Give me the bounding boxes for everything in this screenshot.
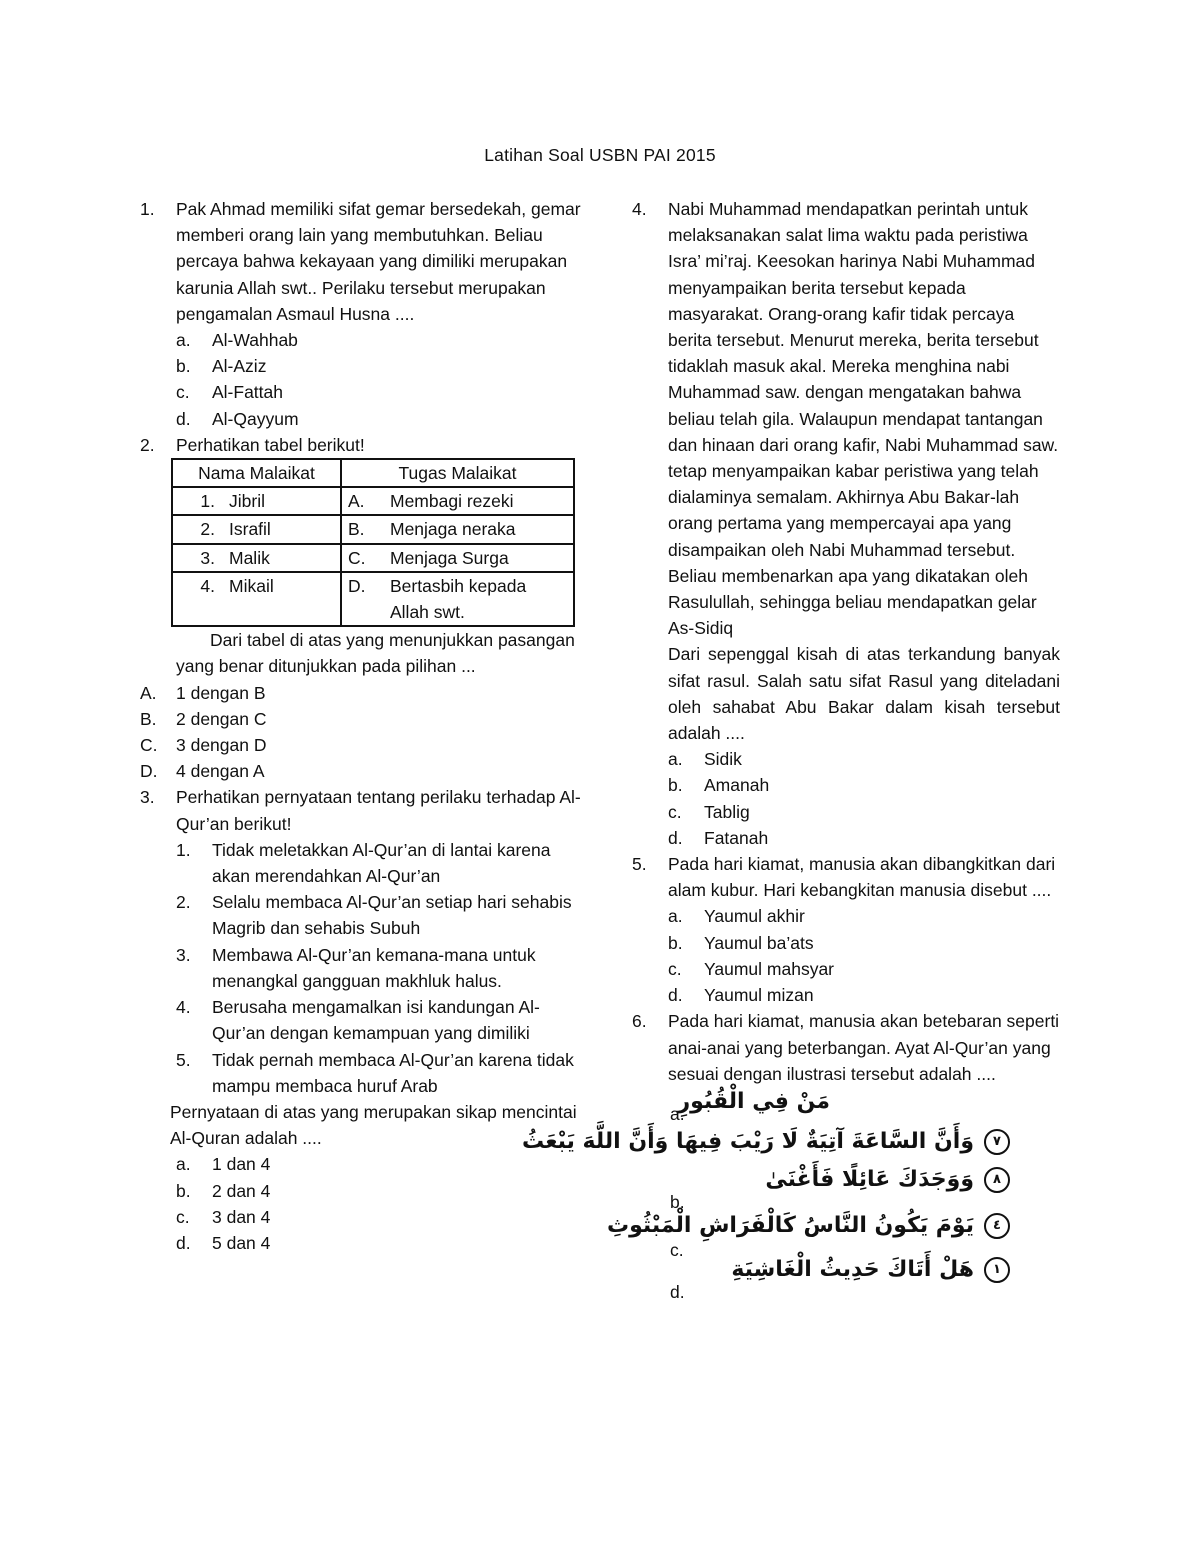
row-number: 2. [200, 519, 215, 540]
arabic-verse-text: وَأَنَّ السَّاعَةَ آتِيَةٌ لَا رَيْبَ فِيهَا وَأَنَّ اللَّهَ يَبْعَثُ [521, 1128, 974, 1154]
question-3 [140, 784, 585, 1256]
question-5 [632, 851, 1060, 1008]
row-letter: C. [348, 547, 366, 568]
answer-option[interactable] [176, 1204, 585, 1230]
arabic-answer-options [521, 1087, 1060, 1307]
statement-number: 5. [176, 1049, 191, 1070]
option-text: 4 dengan A [176, 761, 265, 782]
question-stem: Perhatikan tabel berikut! [176, 434, 365, 455]
question-stem: Pada hari kiamat, manusia akan dibangkitkan dari alam kubur. Hari kebangkitan manusia disebut .... [668, 854, 1056, 901]
malaikat-table [171, 458, 575, 627]
question-number: 5. [632, 854, 647, 875]
arabic-verse-text: يَوْمَ يَكُونُ النَّاسُ كَالْفَرَاشِ الْمَبْثُوثِ [607, 1212, 974, 1238]
option-letter: a. [176, 1154, 191, 1175]
table-cell [172, 544, 341, 572]
statement-text: Membawa Al-Qur’an kemana-mana untuk menangkal gangguan makhluk halus. [212, 944, 536, 991]
statement-number: 3. [176, 944, 191, 965]
question-number: 1. [140, 199, 155, 219]
statement-number: 2. [176, 892, 191, 913]
option-letter[interactable]: c. [670, 1239, 684, 1260]
option-letter[interactable]: d. [670, 1281, 685, 1302]
question-4 [632, 196, 1060, 851]
arabic-verse-fragment: مَنْ فِي الْقُبُورِ [677, 1088, 830, 1114]
answer-options [668, 746, 1060, 851]
statement-number: 4. [176, 997, 191, 1018]
answer-option[interactable] [668, 903, 1060, 929]
row-letter: A. [348, 491, 365, 512]
row-number: 1. [200, 491, 215, 512]
statement-item [176, 837, 585, 889]
question-6 [521, 1008, 1060, 1307]
statement-text: Berusaha mengamalkan isi kandungan Al-Qur’an dengan kemampuan yang dimiliki [212, 997, 540, 1044]
answer-option[interactable] [176, 1178, 585, 1204]
table-row [172, 572, 574, 626]
arabic-verse-option-b[interactable] [765, 1165, 1010, 1195]
table-cell [341, 515, 574, 543]
question-followup: Dari tabel di atas yang menunjukkan pasangan yang benar ditunjukkan pada pilihan ... [176, 630, 575, 677]
question-followup: Dari sepenggal kisah di atas terkandung banyak sifat rasul. Salah satu sifat Rasul yang diteladani oleh sahabat Abu Bakar dalam kisah tersebut adalah .... [668, 644, 1060, 744]
table-cell [341, 487, 574, 515]
option-text: 3 dan 4 [212, 1206, 271, 1227]
answer-option[interactable] [176, 327, 585, 353]
statement-number: 1. [176, 839, 191, 860]
option-letter: a. [176, 330, 191, 351]
question-followup: Pernyataan di atas yang merupakan sikap mencintai Al-Quran adalah .... [170, 1101, 577, 1149]
verse-number-icon: ٧ [984, 1129, 1010, 1155]
option-text: 1 dan 4 [212, 1154, 271, 1175]
statement-item [176, 942, 585, 994]
malaikat-task: Membagi rezeki [390, 491, 514, 512]
option-letter: c. [176, 1206, 190, 1227]
malaikat-name: Israfil [229, 519, 271, 540]
question-number: 2. [140, 434, 155, 455]
right-column [521, 196, 1060, 1307]
question-stem: Nabi Muhammad mendapatkan perintah untuk melaksanakan salat lima waktu pada peristiwa Isra’ mi’raj. Keesokan harinya Nabi Muhammad menyampaikan berita tersebut kepada masyarakat. Orang-orang kafir tidak percaya berita tersebut. Menurut mereka, berita tersebut tidaklah masuk akal. Mereka menghina nabi Muhammad saw. dengan mengatakan bahwa beliau telah gila. Walaupun mendapat tantangan dan hinaan dari orang kafir, Nabi Muhammad saw. tetap menyampaikan kabar peristiwa yang telah dialaminya semalam. Akhirnya Abu Bakar-lah orang pertama yang mempercayai apa yang disampaikan oleh Nabi Muhammad tersebut. Beliau membenarkan apa yang dikatakan oleh Rasulullah, sehingga beliau mendapatkan gelar As-Sidiq [668, 199, 1059, 639]
question-stem: Pak Ahmad memiliki sifat gemar bersedekah, gemar memberi orang lain yang membutuhkan. Beliau percaya bahwa kekayaan yang dimiliki merupakan karunia Allah swt.. Perilaku tersebut merupakan pengamalan Asmaul Husna .... [176, 199, 581, 324]
question-stem: Perhatikan pernyataan tentang perilaku terhadap Al-Qur’an berikut! [176, 787, 581, 834]
answer-options [176, 1151, 585, 1256]
answer-option[interactable] [176, 353, 585, 379]
option-letter: b. [176, 356, 191, 377]
option-letter[interactable]: a. [670, 1103, 685, 1124]
statement-text: Tidak pernah membaca Al-Qur’an karena tidak mampu membaca huruf Arab [212, 1049, 574, 1096]
option-text: 5 dan 4 [212, 1232, 271, 1253]
option-letter: d. [176, 408, 191, 429]
option-letter: c. [668, 801, 682, 822]
option-letter: d. [176, 1232, 191, 1253]
table-cell [172, 515, 341, 543]
answer-option[interactable] [668, 746, 1060, 772]
option-letter: a. [668, 906, 683, 927]
answer-option[interactable] [668, 982, 1060, 1008]
verse-number-icon: ٤ [984, 1213, 1010, 1239]
row-letter: D. [348, 575, 366, 596]
arabic-verse-text: وَوَجَدَكَ عَائِلًا فَأَغْنَىٰ [765, 1166, 974, 1192]
arabic-verse-option-a[interactable] [522, 1127, 1010, 1157]
answer-option[interactable] [668, 930, 1060, 956]
question-1 [140, 196, 585, 432]
option-text: Al-Aziz [212, 356, 267, 377]
option-text: Yaumul akhir [704, 906, 805, 927]
arabic-verse-option-c[interactable] [607, 1211, 1010, 1241]
option-letter: b. [176, 1180, 191, 1201]
option-letter: c. [176, 382, 190, 403]
arabic-verse-text: هَلْ أَتَاكَ حَدِيثُ الْغَاشِيَةِ [731, 1256, 974, 1282]
answer-option[interactable] [140, 758, 585, 784]
table-cell [172, 572, 341, 626]
answer-option[interactable] [176, 1230, 585, 1256]
option-text: Al-Wahhab [212, 330, 298, 351]
answer-option[interactable] [140, 706, 585, 732]
table-row [172, 515, 574, 543]
option-text: Al-Qayyum [212, 408, 299, 429]
answer-option[interactable] [140, 732, 585, 758]
option-text: Amanah [704, 775, 770, 796]
table-cell [172, 487, 341, 515]
malaikat-task: Menjaga Surga [390, 547, 509, 568]
table-row [172, 487, 574, 515]
option-text: 1 dengan B [176, 682, 266, 703]
table-header-row [172, 459, 574, 487]
statement-item [176, 994, 585, 1046]
answer-options [668, 903, 1060, 1008]
option-letter: A. [140, 682, 157, 703]
option-letter: a. [668, 749, 683, 770]
option-letter[interactable]: b. [670, 1191, 685, 1212]
malaikat-task: Bertasbih kepada Allah swt. [390, 575, 527, 623]
answer-option[interactable] [140, 680, 585, 706]
option-text: Tablig [704, 801, 750, 822]
table-cell [341, 544, 574, 572]
answer-options [140, 680, 585, 785]
statement-text: Tidak meletakkan Al-Qur’an di lantai karena akan merendahkan Al-Qur’an [212, 839, 551, 887]
statement-list [176, 837, 585, 1099]
malaikat-task: Menjaga neraka [390, 519, 516, 540]
option-letter: D. [140, 761, 158, 782]
statement-item [176, 1047, 585, 1099]
option-text: 2 dengan C [176, 708, 267, 729]
option-text: Yaumul ba’ats [704, 932, 814, 953]
option-letter: b. [668, 932, 683, 953]
answer-option[interactable] [668, 825, 1060, 851]
option-letter: B. [140, 708, 157, 729]
answer-option[interactable] [668, 956, 1060, 982]
option-text: Yaumul mizan [704, 985, 814, 1006]
left-column [140, 196, 585, 1256]
option-letter: C. [140, 735, 158, 756]
row-number: 3. [200, 547, 215, 568]
malaikat-name: Mikail [229, 575, 274, 596]
answer-option[interactable] [176, 379, 585, 405]
option-letter: c. [668, 958, 682, 979]
question-number: 6. [632, 1011, 647, 1032]
option-text: Fatanah [704, 827, 769, 848]
option-text: 3 dengan D [176, 735, 267, 756]
statement-text: Selalu membaca Al-Qur’an setiap hari sehabis Magrib dan sehabis Subuh [212, 892, 572, 939]
arabic-verse-option-d[interactable] [731, 1255, 1010, 1285]
option-text: Sidik [704, 749, 742, 770]
option-letter: d. [668, 827, 683, 848]
row-number: 4. [200, 575, 215, 596]
statement-item [176, 889, 585, 941]
document-title: Latihan Soal USBN PAI 2015 [484, 145, 716, 165]
table-row [172, 544, 574, 572]
answer-option[interactable] [176, 406, 585, 432]
malaikat-name: Jibril [229, 491, 265, 512]
question-2 [140, 432, 585, 785]
option-text: 2 dan 4 [212, 1180, 271, 1201]
option-text: Al-Fattah [212, 382, 283, 403]
question-number: 4. [632, 199, 647, 219]
question-stem: Pada hari kiamat, manusia akan betebaran seperti anai-anai yang beterbangan. Ayat Al-Qur’an yang sesuai dengan ilustrasi tersebut adalah .... [668, 1011, 1060, 1084]
verse-number-icon: ١ [984, 1257, 1010, 1283]
question-number: 3. [140, 787, 155, 808]
option-letter: b. [668, 775, 683, 796]
table-header: Tugas Malaikat [341, 459, 574, 487]
table-header: Nama Malaikat [172, 459, 341, 487]
table-cell [341, 572, 574, 626]
answer-option[interactable] [668, 799, 1060, 825]
answer-options [176, 327, 585, 432]
verse-number-icon: ٨ [984, 1167, 1010, 1193]
answer-option[interactable] [668, 772, 1060, 798]
option-letter: d. [668, 985, 683, 1006]
row-letter: B. [348, 519, 365, 540]
option-text: Yaumul mahsyar [704, 958, 835, 979]
malaikat-name: Malik [229, 547, 270, 568]
